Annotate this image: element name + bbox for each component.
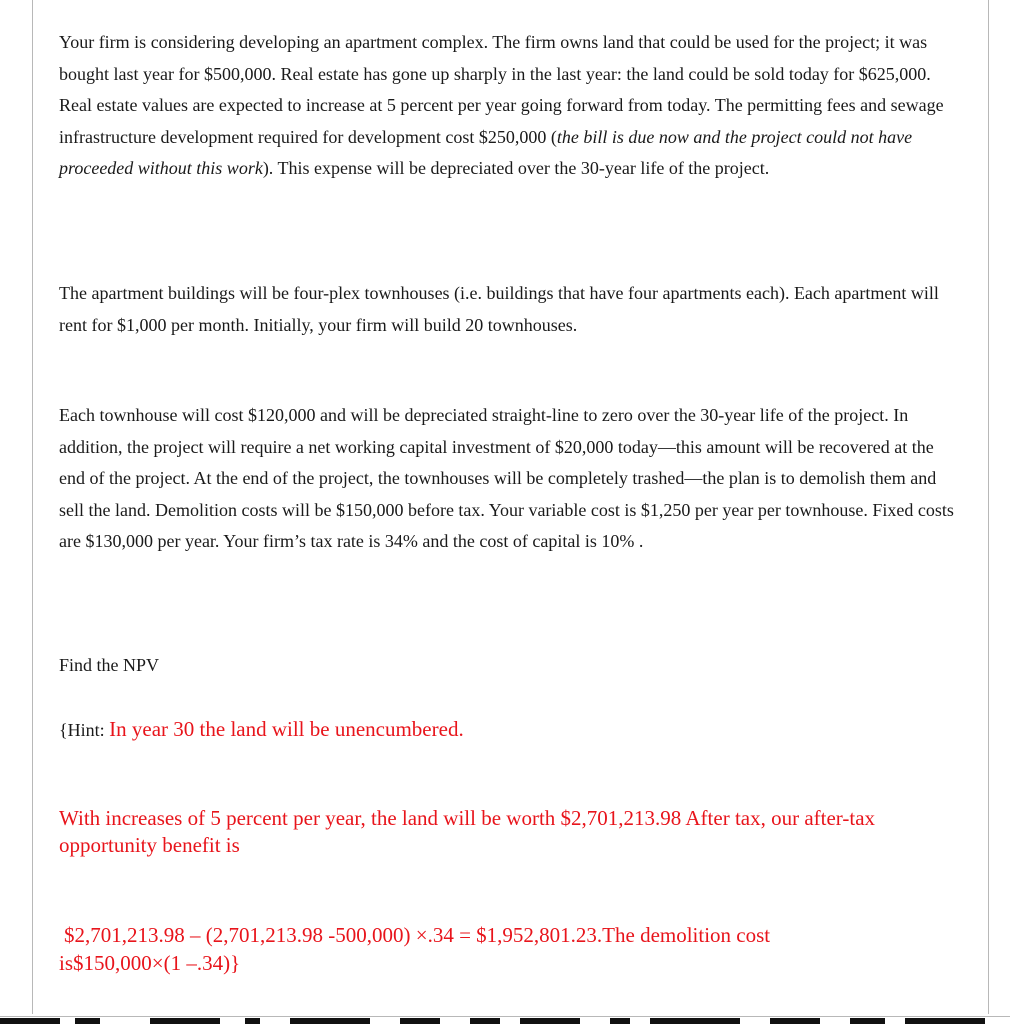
hint-text: In year 30 the land will be unencumbered.: [109, 717, 464, 741]
paragraph-1-italic-note: the bill is due now and the project could not have proceeded without this work: [59, 126, 913, 179]
page-bottom-edge: [0, 1014, 1010, 1024]
problem-paragraph-land: [59, 27, 959, 185]
answer-demolition-cost: is$150,000×(1 –.34)}: [59, 951, 241, 975]
hint-prefix: {Hint:: [59, 720, 110, 740]
paragraph-1-text-b: ). This expense will be depreciated over the 30-year life of the project.: [262, 158, 770, 179]
page-border-right: [988, 0, 989, 1016]
answer-calculation: $2,701,213.98 – (2,701,213.98 -500,000) ×.34 = $1,952,801.23.The demolition cost: [64, 923, 771, 947]
problem-paragraph-apartments: The apartment buildings will be four-plex townhouses (i.e. buildings that have four apartments each). Each apartment will rent for $1,000 per month. Initially, your firm will build 20 townhouses.: [59, 283, 939, 335]
paragraph-1-text-a: Your firm is considering developing an apartment complex. The firm owns land that could be used for the project; it was bought last year for $500,000. Real estate has gone up sharply in the last year: the land could be sold today for $625,000. Real estate values are expected to increase at 5 percent per year going forward from today. The permitting fees and sewage infrastructure development required for development cost $250,000 (: [59, 32, 944, 147]
answer-after-tax-benefit: [59, 921, 959, 977]
hint-line: [59, 714, 464, 745]
answer-land-value: With increases of 5 percent per year, the land will be worth $2,701,213.98 After tax, our after-tax opportunity benefit is: [59, 806, 876, 857]
page-border-left: [32, 0, 33, 1016]
problem-paragraph-costs: Each townhouse will cost $120,000 and will be depreciated straight-line to zero over the 30-year life of the project. In addition, the project will require a net working capital investment of $20,000 today—this amount will be recovered at the end of the project. At the end of the project, the townhouses will be completely trashed—the plan is to demolish them and sell the land. Demolition costs will be $150,000 before tax. Your variable cost is $1,250 per year per townhouse. Fixed costs are $130,000 per year. Your firm’s tax rate is 34% and the cost of capital is 10% .: [59, 405, 954, 552]
question-text: Find the NPV: [59, 655, 160, 675]
